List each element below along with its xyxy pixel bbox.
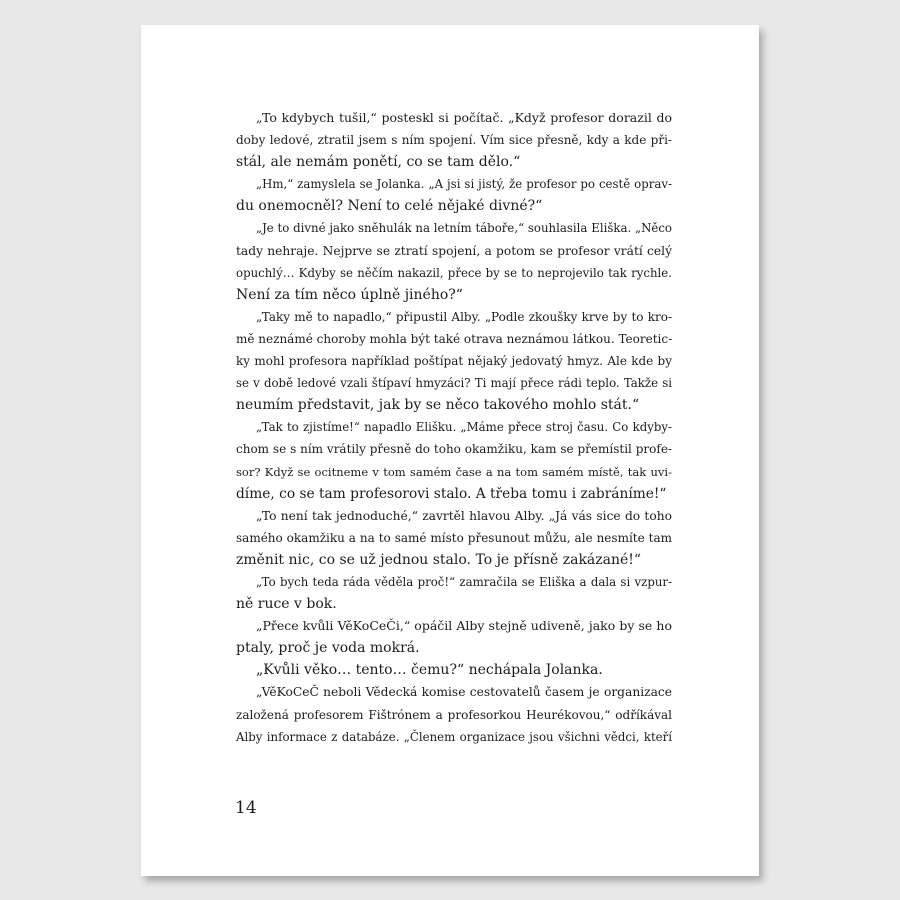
text-line: změnit nic, co se už jednou stalo. To je přísně zakázané!“ <box>236 551 642 568</box>
text-line: „To není tak jednoduché,“ zavrtěl hlavou Alby. „Já vás sice do toho <box>256 508 672 523</box>
book-page <box>141 25 759 876</box>
body-text <box>236 107 672 748</box>
text-line: Alby informace z databáze. „Členem organizace jsou všichni vědci, kteří <box>236 729 672 744</box>
text-line: „Kvůli věko… tento… čemu?“ nechápala Jolanka. <box>256 662 603 679</box>
text-line: doby ledové, ztratil jsem s ním spojení. Vím sice přesně, kdy a kde při- <box>236 133 672 148</box>
text-line: „Je to divné jako sněhulák na letním táboře,“ souhlasila Eliška. „Něco <box>256 221 672 236</box>
text-line: chom se s ním vrátily přesně do toho okamžiku, kam se přemístil profe- <box>236 442 672 457</box>
text-line: ptaly, proč je voda mokrá. <box>236 640 420 657</box>
text-line: „Taky mě to napadlo,“ připustil Alby. „Podle zkoušky krve by to kro- <box>256 309 672 324</box>
text-line: opuchlý… Kdyby se něčím nakazil, přece by se to neprojevilo tak rychle. <box>236 265 672 280</box>
text-line: Není za tím něco úplně jiného?“ <box>236 286 463 303</box>
text-line: „Přece kvůli VěKoCeČi,“ opáčil Alby stejně udiveně, jako by se ho <box>256 618 672 634</box>
text-line: stál, ale nemám ponětí, co se tam dělo.“ <box>236 154 521 171</box>
page-number: 14 <box>235 798 257 818</box>
text-line: „Hm,“ zamyslela se Jolanka. „A jsi si jistý, že profesor po cestě oprav- <box>256 177 672 192</box>
text-line: mě neznámé choroby mohla být také otrava neznámou látkou. Teoretic- <box>236 331 673 346</box>
text-line: ky mohl profesora například poštípat nějaký jedovatý hmyz. Ale kde by <box>236 354 672 369</box>
text-line: díme, co se tam profesorovi stalo. A třeba tomu i zabráníme!“ <box>236 485 667 502</box>
text-line: založená profesorem Fištrónem a profesorkou Heurékovou,“ odříkával <box>236 707 672 722</box>
text-line: „To kdybych tušil,“ posteskl si počítač. „Když profesor dorazil do <box>256 110 672 125</box>
text-line: ně ruce v bok. <box>236 596 337 613</box>
text-line: se v době ledové vzali štípaví hmyzáci? Ti mají přece rádi teplo. Takže si <box>236 376 672 391</box>
text-line: neumím představit, jak by se něco takového mohlo stát.“ <box>236 397 640 414</box>
text-line: du onemocněl? Není to celé nějaké divné?“ <box>236 198 543 215</box>
text-line: sor? Když se ocitneme v tom samém čase a na tom samém místě, tak uvi- <box>236 464 672 479</box>
text-line: „To bych teda ráda věděla proč!“ zamračila se Eliška a dala si vzpur- <box>256 574 672 589</box>
text-line: „Tak to zjistíme!“ napadlo Elišku. „Máme přece stroj času. Co kdyby- <box>256 420 672 435</box>
text-line: „VěKoCeČ neboli Vědecká komise cestovatelů časem je organizace <box>256 685 672 700</box>
text-line: samého okamžiku a na to samé místo přesunout můžu, ale nesmíte tam <box>236 530 672 545</box>
text-line: tady nehraje. Nejprve se ztratí spojení, a potom se profesor vrátí celý <box>236 243 672 258</box>
